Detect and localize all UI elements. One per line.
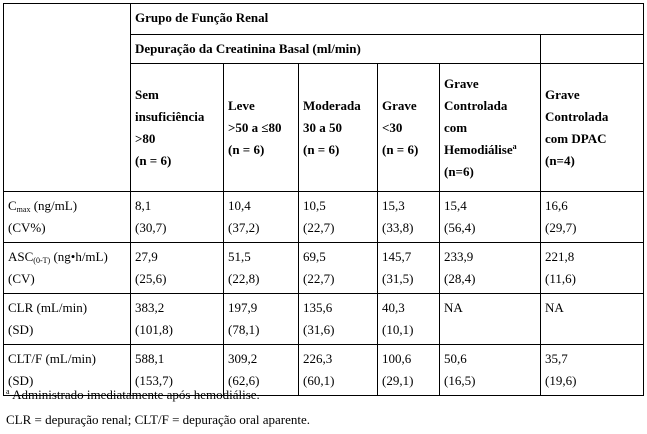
column-header-line: Leve [228,97,255,113]
row-label-main [8,195,126,217]
row-label-text: CLR (mL/min) [8,300,88,315]
column-header-6 [541,64,644,192]
cell-value: 69,5 [303,249,326,264]
column-header-line: com [444,119,468,135]
cell-variability: (62,6) [228,373,260,388]
row-label-text: ASC [8,249,34,264]
table-cell [440,345,541,396]
row-label-text: (ng/mL) [30,198,78,213]
cell-value: 383,2 [135,300,165,315]
table-cell [131,243,224,294]
table-cell [378,345,440,396]
cell-value: 221,8 [545,249,575,264]
table-cell [299,243,378,294]
column-header-line: (n = 6) [382,141,419,157]
row-label-text: CLT/F (mL/min) [8,351,96,366]
cell-value: NA [545,300,564,315]
table-cell [224,243,299,294]
cell-variability: (22,8) [228,271,260,286]
column-header-line: Grave [382,97,417,113]
table-cell [440,294,541,345]
cell-value: 100,6 [382,351,412,366]
row-label-subscript: max [16,205,31,214]
cell-value: 35,7 [545,351,568,366]
row-label-main [8,246,126,268]
table-cell [299,192,378,243]
cell-value: 309,2 [228,351,258,366]
cell-value: 10,4 [228,198,251,213]
table-cell [440,243,541,294]
table-cell [440,192,541,243]
column-header-line: insuficiência [135,108,205,124]
column-header-line: Grave [444,75,479,91]
cell-variability: (22,7) [303,271,335,286]
cell-variability: (78,1) [228,322,260,337]
row-label [4,294,131,345]
cell-variability: (37,2) [228,220,260,235]
cell-variability: (153,7) [135,373,173,388]
table-cell [224,294,299,345]
table-cell [541,345,644,396]
column-header-line: Controlada [444,97,508,113]
table-cell [299,345,378,396]
column-header-line: (n = 6) [135,152,172,168]
column-header-line: 30 a 50 [303,119,342,135]
group-title: Grupo de Função Renal [131,4,644,35]
row-label-subscript: (0-T) [33,256,51,265]
cell-value: 197,9 [228,300,258,315]
subgroup-empty-cell [541,35,644,64]
cell-variability: (30,7) [135,220,167,235]
column-header-line: Grave [545,86,580,102]
table-cell [299,294,378,345]
cell-variability: (25,6) [135,271,167,286]
cell-variability: (11,6) [545,271,576,286]
cell-variability: (33,8) [382,220,414,235]
column-header-line: Sem [135,86,159,102]
cell-value: 10,5 [303,198,326,213]
column-header-line: (n = 6) [303,141,340,157]
cell-variability: (31,5) [382,271,414,286]
cell-variability: (29,1) [382,373,414,388]
cell-value: 50,6 [444,351,467,366]
table-cell [131,192,224,243]
column-header-line: (n = 6) [228,141,265,157]
column-header-line: >50 a ≤80 [228,119,282,135]
cell-value: 8,1 [135,198,152,213]
column-header-line: (n=6) [444,163,474,179]
cell-variability: (28,4) [444,271,476,286]
row-label-stat: (SD) [8,322,34,337]
row-label-text: (ng•h/mL) [50,249,108,264]
column-header-3 [299,64,378,192]
cell-variability: (101,8) [135,322,173,337]
cell-value: 16,6 [545,198,568,213]
table-cell [541,294,644,345]
column-header-2 [224,64,299,192]
column-header-line: >80 [135,130,156,146]
table-cell [131,294,224,345]
cell-variability: (16,5) [444,373,476,388]
row-label-stat: (CV%) [8,220,46,235]
column-header-1 [131,64,224,192]
cell-variability: (56,4) [444,220,476,235]
table-cell [541,243,644,294]
column-header-5 [440,64,541,192]
row-label-text: C [8,198,17,213]
table-cell [541,192,644,243]
cell-value: 15,3 [382,198,405,213]
row-label-main [8,348,126,370]
cell-value: 233,9 [444,249,474,264]
cell-value: 40,3 [382,300,405,315]
empty-corner-cell [4,4,131,192]
column-header-line [444,139,536,161]
footnote-text: Administrado imediatamente após hemodiálise. [12,387,260,402]
row-label [4,192,131,243]
cell-variability: (60,1) [303,373,335,388]
row-label-stat: (SD) [8,373,34,388]
table-row [4,294,644,345]
cell-value: 27,9 [135,249,158,264]
cell-variability: (19,6) [545,373,577,388]
footnote-mark: a [6,387,10,396]
cell-variability: (31,6) [303,322,335,337]
table-cell [378,294,440,345]
cell-value: 51,5 [228,249,251,264]
pharmacokinetics-table [3,3,644,396]
table-cell [378,243,440,294]
cell-variability: (10,1) [382,322,414,337]
table-row [4,192,644,243]
subgroup-title: Depuração da Creatinina Basal (ml/min) [131,35,541,64]
table-cell [224,192,299,243]
table-row [4,243,644,294]
cell-variability: (22,7) [303,220,335,235]
column-header-text: Hemodiálise [444,141,513,157]
cell-value: 135,6 [303,300,333,315]
column-header-line: Controlada [545,108,609,124]
row-label-stat: (CV) [8,271,35,286]
cell-variability: (29,7) [545,220,577,235]
column-header-4 [378,64,440,192]
table-cell [378,192,440,243]
column-header-line: (n=4) [545,152,575,168]
cell-value: 226,3 [303,351,333,366]
cell-value: 145,7 [382,249,412,264]
cell-value: 15,4 [444,198,467,213]
cell-value: 588,1 [135,351,165,366]
column-header-line: <30 [382,119,403,135]
footnote-mark: a [512,141,517,151]
row-label [4,243,131,294]
column-header-line: Moderada [303,97,361,113]
footnote-hemodialysis [6,387,260,403]
cell-value: NA [444,300,463,315]
footnote-abbreviations: CLR = depuração renal; CLT/F = depuração oral aparente. [6,412,311,427]
column-header-line: com DPAC [545,130,607,146]
row-label-main [8,297,126,319]
